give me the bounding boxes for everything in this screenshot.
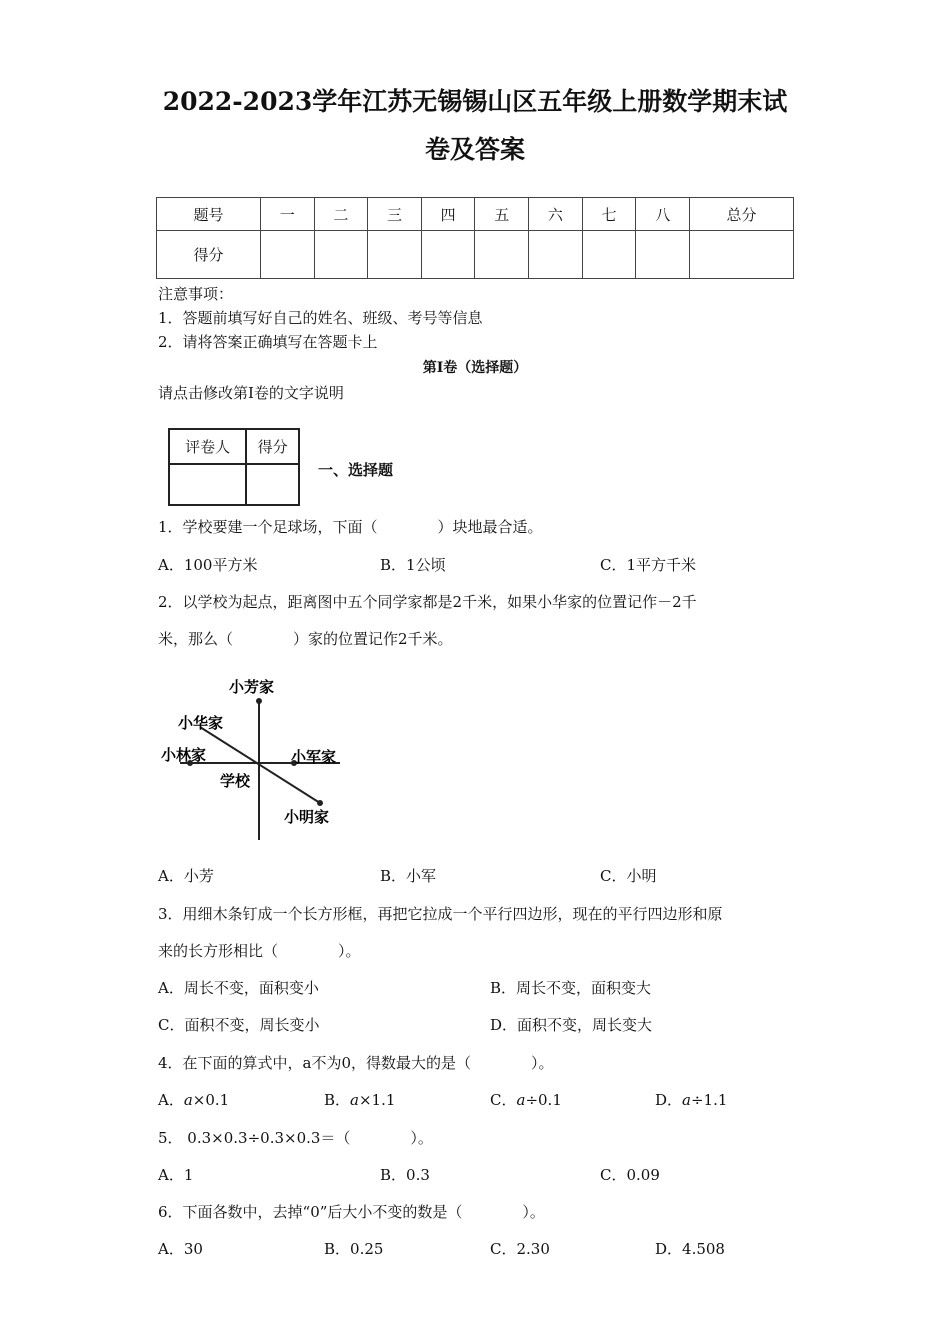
score-cell	[690, 231, 794, 279]
grader-header: 评卷人	[169, 429, 246, 464]
section-title: 一、选择题	[318, 461, 394, 479]
q4-option-a	[158, 1089, 229, 1110]
score-header-cell: 八	[636, 198, 690, 231]
question-6: 6．下面各数中，去掉“0”后大小不变的数是（ ）。	[158, 1203, 545, 1221]
note-item: 1．答题前填写好自己的姓名、班级、考号等信息	[158, 309, 483, 327]
fang-point	[256, 698, 262, 704]
q4-option-letter: D．	[655, 1091, 683, 1109]
q4-option-b	[324, 1089, 395, 1110]
score-header-cell: 五	[475, 198, 529, 231]
question-2-line-1: 2．以学校为起点，距离图中五个同学家都是2千米，如果小华家的位置记作－2千	[158, 593, 697, 611]
q4-variable: a	[682, 1091, 691, 1109]
q4-expression: ÷1.1	[690, 1091, 728, 1109]
q3-option-d: D．面积不变，周长变大	[490, 1016, 653, 1034]
score-header-cell: 四	[421, 198, 475, 231]
score-cell	[314, 231, 368, 279]
label-fang: 小芳家	[229, 678, 275, 696]
q4-expression: ÷0.1	[525, 1091, 562, 1109]
note-item: 2．请将答案正确填写在答题卡上	[158, 333, 378, 351]
q3-option-c: C．面积不变，周长变小	[158, 1016, 320, 1034]
q3-option-a: A．周长不变，面积变小	[158, 979, 319, 997]
score-cell	[421, 231, 475, 279]
q5-option-a: A．1	[158, 1166, 194, 1184]
score-cell	[475, 231, 529, 279]
q2-option-c: C．小明	[600, 867, 657, 885]
q4-expression: ×0.1	[192, 1091, 230, 1109]
q4-option-d	[655, 1089, 727, 1110]
label-hua: 小华家	[178, 714, 224, 732]
q4-expression: ×1.1	[358, 1091, 396, 1109]
score-cell	[582, 231, 636, 279]
q4-variable: a	[350, 1091, 359, 1109]
score-cell	[636, 231, 690, 279]
grader-table	[168, 428, 300, 506]
exam-title-line-2: 卷及答案	[424, 135, 525, 164]
label-school: 学校	[220, 772, 251, 790]
score-header-cell: 三	[368, 198, 422, 231]
grader-score-cell	[246, 464, 299, 505]
q2-option-b: B．小军	[380, 867, 437, 885]
score-header-cell: 总分	[690, 198, 794, 231]
q4-option-letter: A．	[158, 1091, 184, 1109]
q3-option-b: B．周长不变，面积变大	[490, 979, 652, 997]
q2-option-a: A．小芳	[158, 867, 214, 885]
q6-option-c: C．2.30	[490, 1240, 550, 1258]
question-3-line-1: 3．用细木条钉成一个长方形框，再把它拉成一个平行四边形，现在的平行四边形和原	[158, 905, 723, 923]
q5-option-c: C．0.09	[600, 1166, 660, 1184]
score-header-cell: 题号	[157, 198, 261, 231]
score-header-cell: 一	[260, 198, 314, 231]
q4-option-letter: B．	[324, 1091, 351, 1109]
q6-option-b: B．0.25	[324, 1240, 384, 1258]
score-header-cell: 六	[529, 198, 583, 231]
question-1: 1．学校要建一个足球场，下面（ ）块地最合适。	[158, 518, 543, 536]
grader-cell	[169, 464, 246, 505]
score-cell	[260, 231, 314, 279]
q5-option-b: B．0.3	[380, 1166, 430, 1184]
q4-variable: a	[516, 1091, 526, 1109]
direction-diagram	[158, 668, 358, 843]
q6-option-d: D．4.508	[655, 1240, 725, 1258]
label-jun: 小军家	[291, 748, 337, 766]
score-header-cell: 七	[582, 198, 636, 231]
score-row-label: 得分	[157, 231, 261, 279]
q1-option-c: C．1平方千米	[600, 556, 697, 574]
part-description: 请点击修改第I卷的文字说明	[158, 384, 344, 402]
exam-title-line-1: 2022-2023学年江苏无锡锡山区五年级上册数学期末试	[162, 87, 788, 116]
score-header-cell: 二	[314, 198, 368, 231]
question-4: 4．在下面的算式中，a不为0，得数最大的是（ ）。	[158, 1054, 554, 1072]
q6-option-a: A．30	[158, 1240, 203, 1258]
q1-option-a: A．100平方米	[158, 556, 258, 574]
ming-point	[317, 800, 323, 806]
q4-variable: a	[183, 1091, 193, 1109]
question-2-line-2: 米，那么（ ）家的位置记作2千米。	[158, 630, 453, 648]
grader-score-header: 得分	[246, 429, 299, 464]
question-3-line-2: 来的长方形相比（ ）。	[158, 942, 361, 960]
notes-heading: 注意事项：	[158, 285, 234, 303]
part-title: 第I卷（选择题）	[422, 360, 528, 376]
q4-option-letter: C．	[490, 1091, 517, 1109]
label-ming: 小明家	[284, 808, 330, 826]
score-cell	[529, 231, 583, 279]
q4-option-c	[490, 1089, 562, 1110]
score-cell	[368, 231, 422, 279]
question-5: 5． 0.3×0.3÷0.3×0.3＝（ ）。	[158, 1129, 433, 1147]
score-table	[156, 197, 794, 279]
label-lin: 小林家	[161, 746, 207, 764]
q1-option-b: B．1公顷	[380, 556, 446, 574]
